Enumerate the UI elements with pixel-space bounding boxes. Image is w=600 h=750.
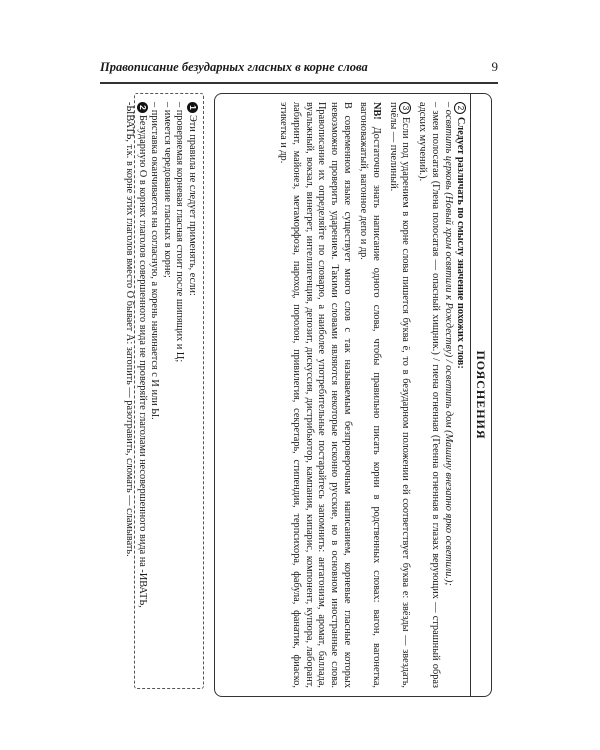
rule-2-line-2: -ЫВАТЬ, т.к. в корне этих глаголов вместо О бывает А: затопить — разотравить, сломать — сламывать. [124, 102, 136, 557]
explanation-3: В современном языке существует много слов с так называемым безпроверочным написанием, корневые гласные которых невозможно проверить ударением. Такими словами являются некоторые исконно русские, но в основном иностранные слова. Правописание их определяйте по словарю, а наиболее употребительные постарайтесь запомнить: антагонизм, аромат, баллада, вуальжный, вокзал, винегрет, интеллигенция, депозит, дискуссия, дистрибьютор, кампания, кипарис, компонент, купюра, лаборант, лабиринт, майонез, метаморфоза, пароход, поролон, привилегия, секретарь, стипендия, терпсихора, фабула, фанатик, фиаско, этикетка и др. [278, 102, 353, 688]
rule-2-line-1: 2Безударную О в корнях глаголов совершенного вида не проверяйте глаголами несовершенного вида на -ИВАТЬ, [135, 102, 148, 680]
rule-1-item: – имеется чередование гласных в корне; [161, 102, 173, 278]
rules-exceptions-box [124, 93, 204, 689]
filled-number-1-icon: 1 [187, 102, 198, 113]
explanation-1: 2Следует различать по смыслу значение похожих слов: [454, 102, 467, 688]
explanations-box [214, 93, 492, 697]
explanation-1-line-2: – змея полосатая (Глена полосатая — опасный хищник.) / гиена огненная (Геенна огненная в глазах верующих — страшный образ адских мучений.). [417, 102, 441, 688]
chapter-title: Правописание безударных гласных в корне слова [100, 59, 368, 74]
rule-1-item: – приставка оканчивается на согласную, а корень начинается с И или Ы. [149, 102, 161, 420]
explanations-title: ПОЯСНЕНИЯ [470, 94, 487, 696]
filled-number-2-icon: 2 [137, 102, 148, 113]
explanation-2: 3Если под ударением в корне слова пишется буква ё, то в безударном положении ей соответствует буква е: звёзды — звездать, пчёлы — пчелиный. [387, 102, 412, 688]
running-header [100, 52, 498, 82]
explanation-1-line-1: – освятить церковь (Новый храм освятили к Рождеству) / осветить дом (Машину внезапно ярко осветили.); [442, 102, 454, 586]
rotated-content [115, 85, 500, 705]
circled-number-2-icon: 2 [454, 102, 466, 114]
rule-1-title: 1Эти правила не следует применять, если: [185, 102, 198, 680]
header-rule [100, 82, 498, 84]
circled-number-3-icon: 3 [399, 102, 411, 114]
rule-1-item: – проверяемая корневая гласная стоит после шипящих и Ц; [174, 102, 186, 363]
page-number: 9 [491, 59, 498, 74]
nb-note: NB! Достаточно знать написание одного слова, чтобы правильно писать корни в родственных словах: вагон, вагонетка, вагоноважатый, вагонное депо и др. [358, 102, 383, 689]
